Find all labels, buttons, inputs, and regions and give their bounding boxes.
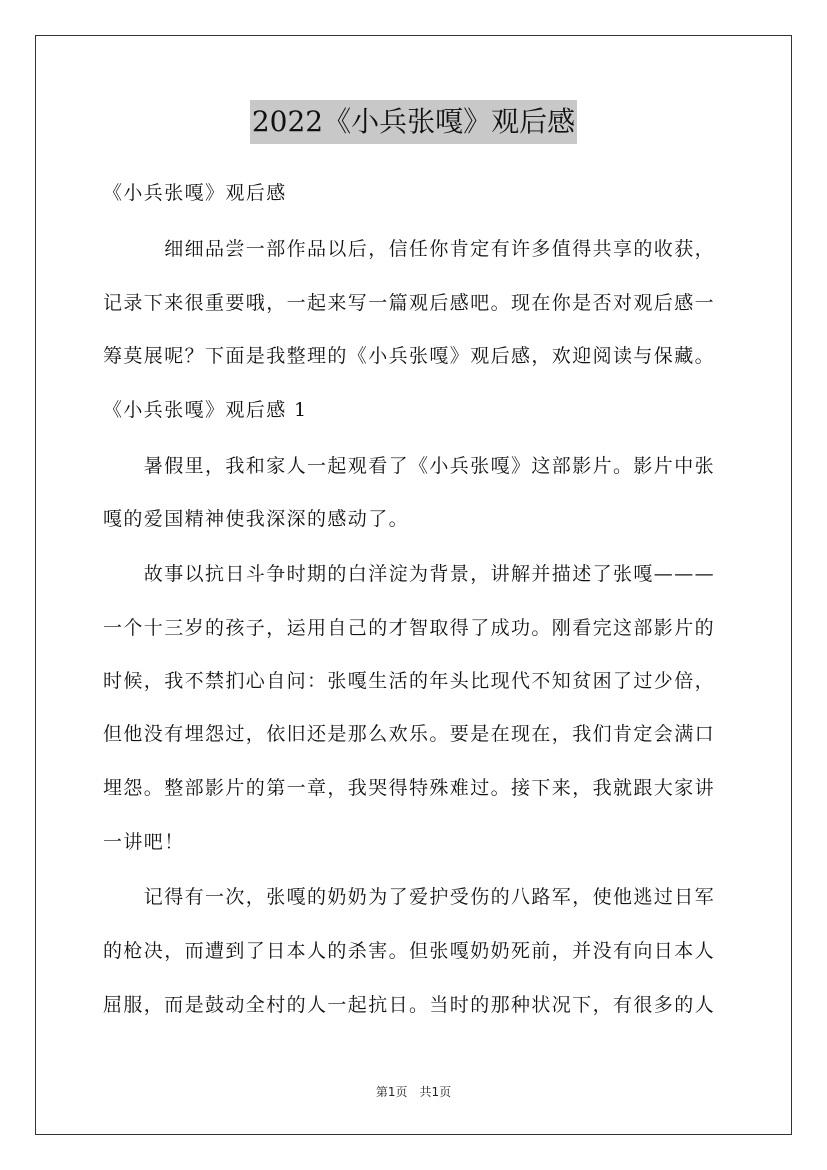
- paragraph-line: 时候，我不禁扪心自问：张嘎生活的年头比现代不知贫困了过少倍，: [103, 670, 716, 692]
- paragraph-line: 细细品尝一部作品以后，信任你肯定有许多值得共享的收获，: [103, 238, 716, 260]
- paragraph-line: 一讲吧！: [103, 831, 185, 853]
- section-heading: 《小兵张嘎》观后感 1: [103, 399, 308, 421]
- paragraph-line: 埋怨。整部影片的第一章，我哭得特殊难过。接下来，我就跟大家讲: [103, 777, 716, 799]
- paragraph-line: 筹莫展呢？下面是我整理的《小兵张嘎》观后感，欢迎阅读与保藏。: [103, 345, 716, 367]
- paragraph-line: 记得有一次，张嘎的奶奶为了爱护受伤的八路军，使他逃过日军: [103, 886, 716, 908]
- paragraph-line: 但他没有埋怨过，依旧还是那么欢乐。要是在现在，我们肯定会满口: [103, 723, 716, 745]
- paragraph-line: 记录下来很重要哦，一起来写一篇观后感吧。现在你是否对观后感一: [103, 292, 716, 314]
- paragraph-line: 一个十三岁的孩子，运用自己的才智取得了成功。刚看完这部影片的: [103, 617, 716, 639]
- page-footer: 第1页 共1页: [375, 1085, 452, 1099]
- title-container: [0, 100, 827, 144]
- paragraph-line: 故事以抗日斗争时期的白洋淀为背景，讲解并描述了张嘎———: [103, 563, 716, 585]
- paragraph-line: 屈服，而是鼓动全村的人一起抗日。当时的那种状况下，有很多的人: [103, 994, 716, 1016]
- paragraph-line: 嘎的爱国精神使我深深的感动了。: [103, 508, 410, 530]
- paragraph-line: 的枪决，而遭到了日本人的杀害。但张嘎奶奶死前，并没有向日本人: [103, 940, 716, 962]
- section-heading: 《小兵张嘎》观后感: [103, 182, 287, 204]
- paragraph-line: 暑假里，我和家人一起观看了《小兵张嘎》这部影片。影片中张: [103, 455, 716, 477]
- document-title: 2022《小兵张嘎》观后感: [250, 100, 577, 144]
